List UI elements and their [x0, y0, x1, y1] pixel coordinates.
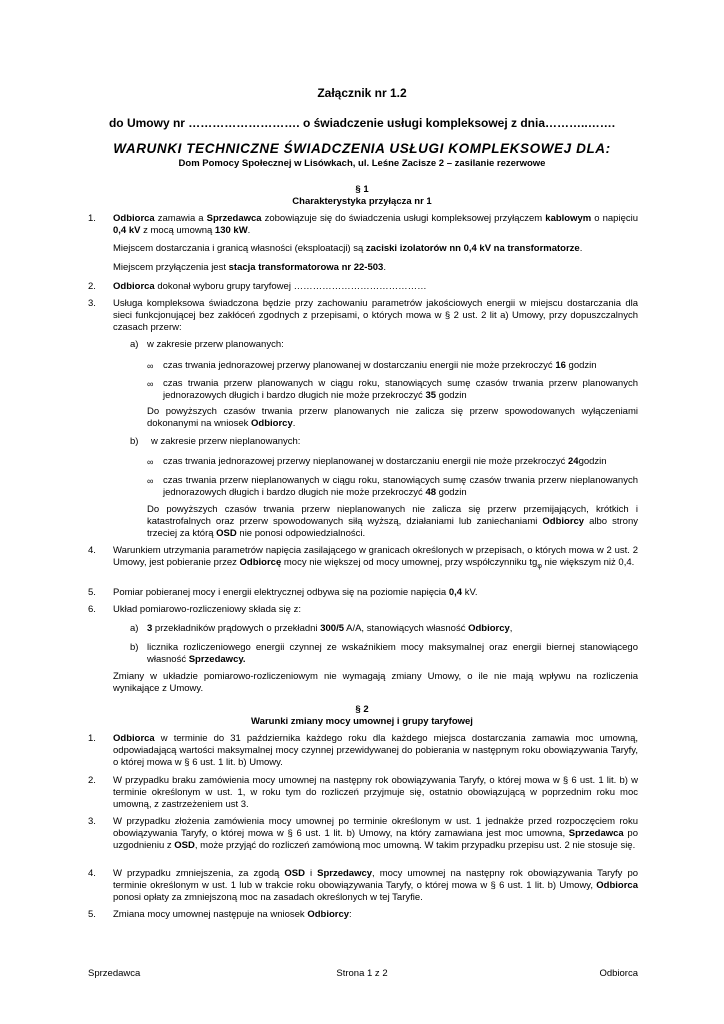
s1-b-bullet-1: czas trwania jednorazowej przerwy nieplanowanej w dostarczaniu energii nie może przekroczyć 24godzin	[163, 456, 607, 467]
s1-connection-point: Miejscem przyłączenia jest stacja transformatorowa nr 22-503.	[113, 262, 386, 273]
s1-p5-number: 5.	[88, 587, 96, 598]
section-2-heading: Warunki zmiany mocy umownej i grupy taryfowej	[251, 716, 473, 727]
s1-p4-number: 4.	[88, 545, 96, 556]
bullet-icon: ∞	[147, 457, 154, 467]
s1-a-bullet-1: czas trwania jednorazowej przerwy planowanej w dostarczaniu energii nie może przekroczyć 16 godzin	[163, 360, 597, 371]
s1-p6-b-label: b)	[130, 642, 139, 653]
document-subtitle: Dom Pomocy Społecznej w Lisówkach, ul. Leśne Zacisze 2 – zasilanie rezerwowe	[178, 158, 546, 169]
s2-paragraph-5: Zmiana mocy umownej następuje na wniosek Odbiorcy:	[113, 909, 352, 920]
s1-paragraph-6: Układ pomiarowo-rozliczeniowy składa się z:	[113, 604, 301, 615]
bullet-icon: ∞	[147, 361, 154, 371]
s1-p1-number: 1.	[88, 213, 96, 224]
s2-paragraph-3: W przypadku złożenia zamówienia mocy umownej po terminie określonym w ust. 1 jednakże przed rozpoczęciem roku obowiązywania Taryfy, o której mowa w § 6 ust. 1 lit. b) Umowy, na który zamawiana jest moc umowna, Sprzedawca po uzgodnieniu z OSD, może przyjąć do rozliczeń zamówioną moc umowną. W takim przypadku przepisu ust. 2 nie stosuje się.	[113, 816, 638, 851]
s1-p3-number: 3.	[88, 298, 96, 309]
document-title: WARUNKI TECHNICZNE ŚWIADCZENIA USŁUGI KOMPLEKSOWEJ DLA:	[113, 141, 611, 156]
footer-seller: Sprzedawca	[88, 968, 141, 979]
s2-p4-number: 4.	[88, 868, 96, 879]
s1-paragraph-2: Odbiorca dokonał wyboru grupy taryfowej ……………………………………	[113, 281, 427, 292]
s1-paragraph-5: Pomiar pobieranej mocy i energii elektrycznej odbywa się na poziomie napięcia 0,4 kV.	[113, 587, 478, 598]
section-1-mark: § 1	[355, 184, 369, 195]
s1-a-bullet-2: czas trwania przerw planowanych w ciągu roku, stanowiących sumę czasów trwania przerw planowanych jednorazowych długich i bardzo długich nie może przekroczyć 35 godzin	[163, 378, 638, 401]
s1-paragraph-1: Odbiorca zamawia a Sprzedawca zobowiązuje się do świadczenia usługi kompleksowej przyłączem kablowym o napięciu 0,4 kV z mocą umowną 130 kW.	[113, 213, 639, 236]
bullet-icon: ∞	[147, 476, 154, 486]
s1-b-note: Do powyższych czasów trwania przerw nieplanowanych nie zalicza się przerw przemijających, krótkich i katastrofalnych oraz przerw spowodowanych siłą wyższą, działaniami lub zaniechaniami Odbiorcy albo strony trzeciej za którą OSD nie ponosi odpowiedzialności.	[147, 504, 638, 539]
section-1-heading: Charakterystyka przyłącza nr 1	[292, 196, 432, 207]
footer-page-number: Strona 1 z 2	[336, 968, 388, 979]
s1-paragraph-4: Warunkiem utrzymania parametrów napięcia zasilającego w granicach określonych w przepisach, o których mowa w 2 ust. 2 Umowy, jest pobieranie przez Odbiorcę mocy nie większej od mocy umownej, przy współczynniku $tg_\varphi$ nie większym niż 0,4.	[113, 545, 638, 570]
s1-p2-number: 2.	[88, 281, 96, 292]
s1-item-a-label: a)	[130, 339, 139, 350]
s1-b-bullet-2: czas trwania przerw nieplanowanych w ciągu roku, stanowiących sumę czasów trwania przerw nieplanowanych jednorazowych długich i bardzo długich nie może przekroczyć 48 godzin	[163, 475, 638, 498]
annex-title: Załącznik nr 1.2	[317, 86, 407, 100]
s1-p6-b-text: licznika rozliczeniowego energii czynnej ze wskaźnikiem mocy maksymalnej oraz energii biernej stanowiącego własność Sprzedawcy.	[147, 642, 638, 665]
bullet-icon: ∞	[147, 379, 154, 389]
s1-p6-note: Zmiany w układzie pomiarowo-rozliczeniowym nie wymagają zmiany Umowy, o ile nie mają wpływu na rozliczenia wynikające z Umowy.	[113, 671, 638, 694]
s1-item-a-text: w zakresie przerw planowanych:	[147, 339, 284, 350]
s1-delivery-point: Miejscem dostarczania i granicą własności (eksploatacji) są zaciski izolatorów nn 0,4 kV na transformatorze.	[113, 243, 583, 254]
contract-reference: do Umowy nr ………………………. o świadczenie usługi kompleksowej z dnia………..…….	[108, 116, 616, 130]
s2-p2-number: 2.	[88, 775, 96, 786]
s2-p1-number: 1.	[88, 733, 96, 744]
s1-p6-a-label: a)	[130, 623, 139, 634]
s1-item-b-text: w zakresie przerw nieplanowanych:	[151, 436, 301, 447]
s1-p6-a-text: 3 przekładników prądowych o przekładni 300/5 A/A, stanowiących własność Odbiorcy,	[147, 623, 513, 634]
s2-p3-number: 3.	[88, 816, 96, 827]
s1-a-note: Do powyższych czasów trwania przerw planowanych nie zalicza się przerw spowodowanych wyłączeniami dokonanymi na wniosek Odbiorcy.	[147, 406, 638, 429]
footer-customer: Odbiorca	[599, 968, 638, 979]
section-2-mark: § 2	[355, 704, 369, 715]
s2-paragraph-4: W przypadku zmniejszenia, za zgodą OSD i Sprzedawcy, mocy umownej na następny rok obowiązywania Taryfy po terminie określonym w ust. 1 lub w trakcie roku obowiązywania Taryfy, o której mowa w § 6 ust. 1 lit. b) Umowy, Odbiorca ponosi opłaty za zmniejszoną moc na zasadach określonych w tej Taryfie.	[113, 868, 639, 903]
s2-paragraph-2: W przypadku braku zamówienia mocy umownej na następny rok obowiązywania Taryfy, o której mowa w § 6 ust. 1 lit. b) w terminie określonym w ust. 1, w roku tym do rozliczeń przyjmuje się, ostatnio obowiązującą w poprzednim roku moc umowną, z zastrzeżeniem ust 3.	[113, 775, 638, 810]
s1-p6-number: 6.	[88, 604, 96, 615]
s1-item-b-label: b)	[130, 436, 139, 447]
s2-p5-number: 5.	[88, 909, 96, 920]
s2-paragraph-1: Odbiorca w terminie do 31 października każdego roku dla każdego miejsca dostarczania zamawia moc umowną, odpowiadającą wartości maksymalnej mocy czynnej przewidywanej do pobierania w następnym roku obowiązywania Taryfy, o której mowa w § 6 ust. 1 lit. b) Umowy.	[113, 733, 638, 768]
s1-paragraph-3: Usługa kompleksowa świadczona będzie przy zachowaniu parametrów jakościowych energii w miejscu dostarczania dla sieci funkcjonującej bez zakłóceń zgodnych z przepisami, o których mowa w § 2 ust. 2 lit a) Umowy, przy dopuszczalnych czasach przerw:	[113, 298, 638, 333]
